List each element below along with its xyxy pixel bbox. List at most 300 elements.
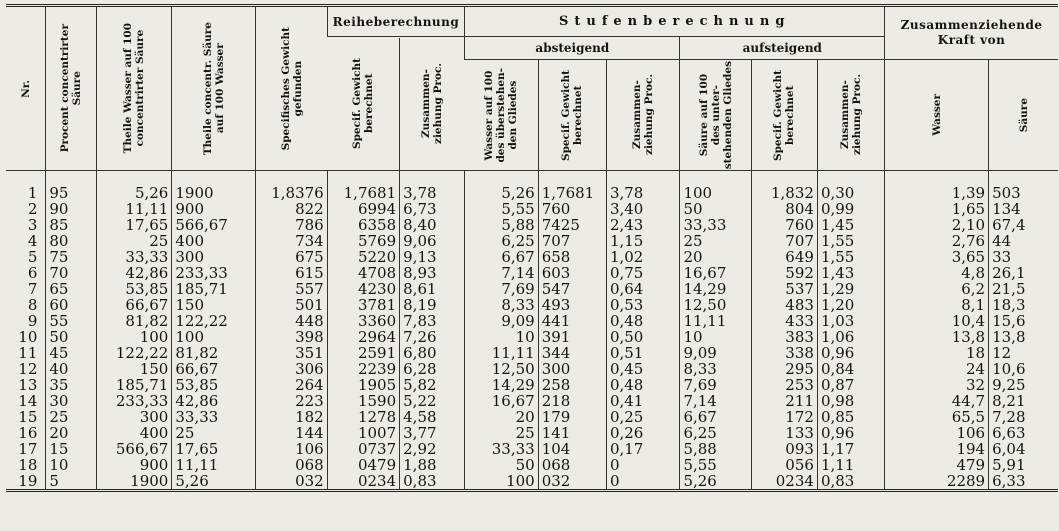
table-cell: 5,26 <box>680 473 751 491</box>
table-cell: 3,78 <box>606 171 679 202</box>
table-cell: 0,85 <box>817 409 884 425</box>
table-cell: 10 <box>680 329 751 345</box>
table-cell: 5,88 <box>680 441 751 457</box>
table-cell: 133 <box>751 425 817 441</box>
table-cell: 172 <box>751 409 817 425</box>
table-cell: 100 <box>465 473 538 491</box>
table-cell: 675 <box>256 249 327 265</box>
table-cell: 14,29 <box>465 377 538 393</box>
table-cell: 0,87 <box>817 377 884 393</box>
table-cell: 0 <box>606 473 679 491</box>
table-cell: 068 <box>256 457 327 473</box>
table-cell: 0,30 <box>817 171 884 202</box>
table-cell: 3360 <box>327 313 399 329</box>
table-cell: 100 <box>680 171 751 202</box>
table-cell: 1,55 <box>817 249 884 265</box>
table-cell: 0,75 <box>606 265 679 281</box>
table-row <box>6 281 1058 297</box>
table-cell: 822 <box>256 201 327 217</box>
table-cell: 6,73 <box>400 201 465 217</box>
table-cell: 1278 <box>327 409 399 425</box>
table-cell: 3,40 <box>606 201 679 217</box>
table-cell: 1,02 <box>606 249 679 265</box>
table-row <box>6 457 1058 473</box>
table-cell: 1,45 <box>817 217 884 233</box>
table-cell: 18 <box>885 345 989 361</box>
table-cell: 0,41 <box>606 393 679 409</box>
table-cell: 25 <box>172 425 256 441</box>
table-cell: 433 <box>751 313 817 329</box>
table-cell: 53,85 <box>96 281 172 297</box>
table-cell: 0,26 <box>606 425 679 441</box>
table-cell: 13,8 <box>885 329 989 345</box>
table-row <box>6 329 1058 345</box>
table-row <box>6 345 1058 361</box>
table-cell: 1900 <box>96 473 172 491</box>
table-cell: 3781 <box>327 297 399 313</box>
table-cell: 95 <box>46 171 96 202</box>
table-cell: 5,26 <box>465 171 538 202</box>
table-cell: 80 <box>46 233 96 249</box>
table-cell: 9,25 <box>989 377 1058 393</box>
table-cell: 1,43 <box>817 265 884 281</box>
table-cell: 81,82 <box>96 313 172 329</box>
table-row <box>6 171 1058 202</box>
table-cell: 5,88 <box>465 217 538 233</box>
table-cell: 557 <box>256 281 327 297</box>
table-cell: 068 <box>538 457 606 473</box>
table-cell: 134 <box>989 201 1058 217</box>
table-cell: 66,67 <box>96 297 172 313</box>
table-cell: 15 <box>18 409 38 425</box>
table-cell: 150 <box>172 297 256 313</box>
table-cell: 1590 <box>327 393 399 409</box>
table-cell: 2,76 <box>885 233 989 249</box>
table-cell: 44 <box>989 233 1058 249</box>
table-cell: 8,93 <box>400 265 465 281</box>
header-nr: Nr. <box>6 6 46 171</box>
table-cell: 0,48 <box>606 313 679 329</box>
table-cell: 483 <box>751 297 817 313</box>
table-cell: 53,85 <box>172 377 256 393</box>
table-cell: 182 <box>256 409 327 425</box>
table-cell: 8,61 <box>400 281 465 297</box>
table-cell: 5,26 <box>96 171 172 202</box>
table-cell: 592 <box>751 265 817 281</box>
header-kraft-group: Zusammenziehende Kraft von <box>885 6 1058 60</box>
table-cell: 6,25 <box>680 425 751 441</box>
table-cell: 10,6 <box>989 361 1058 377</box>
table-cell: 185,71 <box>172 281 256 297</box>
table-cell: 100 <box>172 329 256 345</box>
table-cell: 8,1 <box>885 297 989 313</box>
table-cell: 4 <box>27 233 38 249</box>
header-reihe-spec: Specif. Gewicht berechnet <box>351 58 376 149</box>
table-cell: 479 <box>885 457 989 473</box>
table-cell: 300 <box>96 409 172 425</box>
table-cell: 7,69 <box>465 281 538 297</box>
table-cell: 2239 <box>327 361 399 377</box>
table-cell: 2964 <box>327 329 399 345</box>
table-cell: 032 <box>256 473 327 491</box>
table-row <box>6 473 1058 491</box>
table-cell: 1,55 <box>817 233 884 249</box>
header-auf-saeure: Säure auf 100 des unter- stehenden Gliedes <box>680 60 751 171</box>
table-header <box>6 6 1058 171</box>
table-cell: 7 <box>27 281 38 297</box>
table-cell: 398 <box>256 329 327 345</box>
header-reihe-sub <box>327 37 465 171</box>
table-cell: 1,15 <box>606 233 679 249</box>
table-cell: 547 <box>538 281 606 297</box>
table-cell: 6994 <box>327 201 399 217</box>
table-cell: 19 <box>6 473 46 491</box>
table-cell: 144 <box>256 425 327 441</box>
table-cell: 85 <box>46 217 96 233</box>
table-cell: 25 <box>96 233 172 249</box>
table-cell: 90 <box>46 201 96 217</box>
table-cell: 4230 <box>327 281 399 297</box>
table-cell: 50 <box>46 329 96 345</box>
table-cell: 1,29 <box>817 281 884 297</box>
table-cell: 6,67 <box>465 249 538 265</box>
table-cell: 6,04 <box>989 441 1058 457</box>
table-cell: 65 <box>46 281 96 297</box>
table-cell: 400 <box>172 233 256 249</box>
table-cell: 253 <box>751 377 817 393</box>
table-cell: 25 <box>680 233 751 249</box>
table-cell: 17 <box>18 441 38 457</box>
table-cell: 503 <box>989 171 1058 202</box>
table-cell: 0,98 <box>817 393 884 409</box>
table-cell: 3,65 <box>885 249 989 265</box>
table-row <box>6 297 1058 313</box>
table-cell: 5,82 <box>400 377 465 393</box>
table-cell: 11,11 <box>465 345 538 361</box>
table-cell: 2,10 <box>885 217 989 233</box>
table-cell: 566,67 <box>172 217 256 233</box>
header-spec-gewicht: Specifisches Gewicht gefunden <box>256 6 327 171</box>
table-cell: 0737 <box>327 441 399 457</box>
table-cell: 67,4 <box>989 217 1058 233</box>
table-cell: 1,88 <box>400 457 465 473</box>
table-cell: 5,91 <box>989 457 1058 473</box>
table-cell: 9 <box>27 313 38 329</box>
table-cell: 391 <box>538 329 606 345</box>
table-cell: 1,65 <box>885 201 989 217</box>
table-cell: 10,4 <box>885 313 989 329</box>
table-cell: 1,39 <box>885 171 989 202</box>
table-cell: 4708 <box>327 265 399 281</box>
table-cell: 179 <box>538 409 606 425</box>
table-cell: 150 <box>96 361 172 377</box>
table-cell: 122,22 <box>172 313 256 329</box>
table-cell: 12,50 <box>465 361 538 377</box>
table-row <box>6 377 1058 393</box>
table-cell: 100 <box>96 329 172 345</box>
table-cell: 5,55 <box>680 457 751 473</box>
table-cell: 900 <box>96 457 172 473</box>
table-row <box>6 249 1058 265</box>
table-cell: 1007 <box>327 425 399 441</box>
table-cell: 42,86 <box>96 265 172 281</box>
table-cell: 6358 <box>327 217 399 233</box>
table-cell: 0,83 <box>400 473 465 491</box>
table-cell: 1900 <box>172 171 256 202</box>
header-ab-spec: Specif. Gewicht berechnet <box>538 60 606 171</box>
table-row <box>6 361 1058 377</box>
table-cell: 75 <box>46 249 96 265</box>
header-auf-spec: Specif. Gewicht berechnet <box>751 60 817 171</box>
table-cell: 4,58 <box>400 409 465 425</box>
table-cell: 194 <box>885 441 989 457</box>
table-cell: 9,13 <box>400 249 465 265</box>
table-cell: 351 <box>256 345 327 361</box>
table-cell: 760 <box>751 217 817 233</box>
table-cell: 760 <box>538 201 606 217</box>
table-cell: 106 <box>256 441 327 457</box>
table-cell: 2289 <box>885 473 989 491</box>
table-cell: 707 <box>751 233 817 249</box>
table-cell: 441 <box>538 313 606 329</box>
table-cell: 141 <box>538 425 606 441</box>
table-cell: 8,33 <box>465 297 538 313</box>
table-cell: 20 <box>465 409 538 425</box>
table-cell: 6,33 <box>989 473 1058 491</box>
table-cell: 0,45 <box>606 361 679 377</box>
table-cell: 0,25 <box>606 409 679 425</box>
table-cell: 70 <box>46 265 96 281</box>
table-cell: 0 <box>606 457 679 473</box>
table-cell: 211 <box>751 393 817 409</box>
table-cell: 30 <box>46 393 96 409</box>
table-cell: 1,832 <box>751 171 817 202</box>
table-cell: 804 <box>751 201 817 217</box>
table-cell: 056 <box>751 457 817 473</box>
table-cell: 4,8 <box>885 265 989 281</box>
table-cell: 603 <box>538 265 606 281</box>
table-cell: 25 <box>465 425 538 441</box>
table-cell: 1905 <box>327 377 399 393</box>
header-aufsteigend: aufsteigend <box>680 37 885 60</box>
table-cell: 0234 <box>327 473 399 491</box>
table-cell: 42,86 <box>172 393 256 409</box>
table-cell: 5,26 <box>172 473 256 491</box>
header-procent: Procent concentrirter Säure <box>46 6 96 171</box>
table-cell: 5,22 <box>400 393 465 409</box>
table-cell: 44,7 <box>885 393 989 409</box>
table-cell: 3,77 <box>400 425 465 441</box>
table-cell: 50 <box>680 201 751 217</box>
table-cell: 10 <box>18 329 38 345</box>
table-cell: 16 <box>18 425 38 441</box>
table-cell: 11,11 <box>680 313 751 329</box>
table-cell: 258 <box>538 377 606 393</box>
table-cell: 10 <box>46 457 96 473</box>
data-table <box>6 4 1058 492</box>
table-cell: 233,33 <box>96 393 172 409</box>
table-cell: 5 <box>46 473 96 491</box>
table-cell: 300 <box>172 249 256 265</box>
table-cell: 17,65 <box>96 217 172 233</box>
table-cell: 5769 <box>327 233 399 249</box>
table-row <box>6 313 1058 329</box>
table-cell: 20 <box>46 425 96 441</box>
table-cell: 13,8 <box>989 329 1058 345</box>
table-cell: 6,67 <box>680 409 751 425</box>
header-reihe-zus: Zusammen- ziehung Proc. <box>399 38 464 170</box>
table-cell: 81,82 <box>172 345 256 361</box>
table-cell: 33,33 <box>465 441 538 457</box>
table-cell: 6,63 <box>989 425 1058 441</box>
table-cell: 16,67 <box>465 393 538 409</box>
table-cell: 1,7681 <box>327 171 399 202</box>
table-cell: 383 <box>751 329 817 345</box>
table-body <box>6 171 1058 491</box>
table-cell: 12 <box>989 345 1058 361</box>
table-cell: 8,19 <box>400 297 465 313</box>
table-cell: 300 <box>538 361 606 377</box>
table-cell: 338 <box>751 345 817 361</box>
table-cell: 15,6 <box>989 313 1058 329</box>
table-cell: 21,5 <box>989 281 1058 297</box>
table-row <box>6 393 1058 409</box>
table-cell: 1,03 <box>817 313 884 329</box>
table-cell: 7,83 <box>400 313 465 329</box>
table-cell: 60 <box>46 297 96 313</box>
table-cell: 1 <box>27 184 38 201</box>
table-cell: 1,8376 <box>256 171 327 202</box>
table-cell: 0234 <box>751 473 817 491</box>
table-cell: 32 <box>885 377 989 393</box>
table-cell: 33,33 <box>96 249 172 265</box>
table-cell: 0,83 <box>817 473 884 491</box>
table-cell: 493 <box>538 297 606 313</box>
table-cell: 65,5 <box>885 409 989 425</box>
table-row <box>6 233 1058 249</box>
table-cell: 25 <box>46 409 96 425</box>
table-cell: 1,11 <box>817 457 884 473</box>
table-cell: 501 <box>256 297 327 313</box>
table-cell: 13 <box>18 377 38 393</box>
table-cell: 707 <box>538 233 606 249</box>
table-cell: 223 <box>256 393 327 409</box>
table-cell: 5 <box>27 249 38 265</box>
table-cell: 8,21 <box>989 393 1058 409</box>
table-cell: 3,78 <box>400 171 465 202</box>
table-cell: 33 <box>989 249 1058 265</box>
table-cell: 9,09 <box>680 345 751 361</box>
table-cell: 6,25 <box>465 233 538 249</box>
header-stufen-group: Stufenberechnung <box>465 6 885 37</box>
table-cell: 40 <box>46 361 96 377</box>
table-cell: 0,84 <box>817 361 884 377</box>
header-ab-zus: Zusammen- ziehung Proc. <box>606 60 679 171</box>
header-theile-wasser: Theile Wasser auf 100 concentrirter Säure <box>96 6 172 171</box>
table-cell: 18 <box>18 457 38 473</box>
table-cell: 537 <box>751 281 817 297</box>
header-ab-wasser: Wasser auf 100 des überstehen- den Gliedes <box>465 60 538 171</box>
table-cell: 12,50 <box>680 297 751 313</box>
table-cell: 649 <box>751 249 817 265</box>
table-cell: 15 <box>46 441 96 457</box>
table-cell: 448 <box>256 313 327 329</box>
table-cell: 0,50 <box>606 329 679 345</box>
table-cell: 7425 <box>538 217 606 233</box>
table-cell: 10 <box>465 329 538 345</box>
table-cell: 26,1 <box>989 265 1058 281</box>
table-cell: 14,29 <box>680 281 751 297</box>
table-cell: 344 <box>538 345 606 361</box>
table-cell: 6 <box>27 265 38 281</box>
table-cell: 566,67 <box>96 441 172 457</box>
table-cell: 264 <box>256 377 327 393</box>
table-cell: 7,26 <box>400 329 465 345</box>
table-cell: 0,64 <box>606 281 679 297</box>
table-cell: 7,69 <box>680 377 751 393</box>
table-cell: 400 <box>96 425 172 441</box>
table-cell: 615 <box>256 265 327 281</box>
table-row <box>6 217 1058 233</box>
table-cell: 6,28 <box>400 361 465 377</box>
table-cell: 0,51 <box>606 345 679 361</box>
table-cell: 0,99 <box>817 201 884 217</box>
table-cell: 093 <box>751 441 817 457</box>
header-absteigend: absteigend <box>465 37 680 60</box>
table-cell: 0479 <box>327 457 399 473</box>
table-cell: 3 <box>27 217 38 233</box>
table-cell: 786 <box>256 217 327 233</box>
table-cell: 306 <box>256 361 327 377</box>
table-cell: 295 <box>751 361 817 377</box>
table-cell: 1,20 <box>817 297 884 313</box>
table-cell: 8,33 <box>680 361 751 377</box>
table-cell: 2,43 <box>606 217 679 233</box>
header-theile-saeure: Theile concentr. Säure auf 100 Wasser <box>172 6 256 171</box>
table-row <box>6 265 1058 281</box>
table-cell: 1,17 <box>817 441 884 457</box>
table-row <box>6 201 1058 217</box>
table-cell: 55 <box>46 313 96 329</box>
table-cell: 122,22 <box>96 345 172 361</box>
table-cell: 20 <box>680 249 751 265</box>
table-cell: 8 <box>27 297 38 313</box>
table-cell: 1,06 <box>817 329 884 345</box>
table-cell: 6,80 <box>400 345 465 361</box>
table-cell: 8,40 <box>400 217 465 233</box>
table-cell: 9,09 <box>465 313 538 329</box>
table-row <box>6 409 1058 425</box>
table-cell: 0,48 <box>606 377 679 393</box>
table-cell: 18,3 <box>989 297 1058 313</box>
table-cell: 900 <box>172 201 256 217</box>
table-cell: 45 <box>46 345 96 361</box>
table-cell: 50 <box>465 457 538 473</box>
table-cell: 5220 <box>327 249 399 265</box>
table-cell: 734 <box>256 233 327 249</box>
table-cell: 6,2 <box>885 281 989 297</box>
table-cell: 16,67 <box>680 265 751 281</box>
table-cell: 9,06 <box>400 233 465 249</box>
table-cell: 14 <box>18 393 38 409</box>
table-row <box>6 441 1058 457</box>
table-cell: 0,53 <box>606 297 679 313</box>
table-cell: 7,14 <box>465 265 538 281</box>
table-cell: 11,11 <box>96 201 172 217</box>
table-cell: 35 <box>46 377 96 393</box>
table-cell: 104 <box>538 441 606 457</box>
table-cell: 7,14 <box>680 393 751 409</box>
